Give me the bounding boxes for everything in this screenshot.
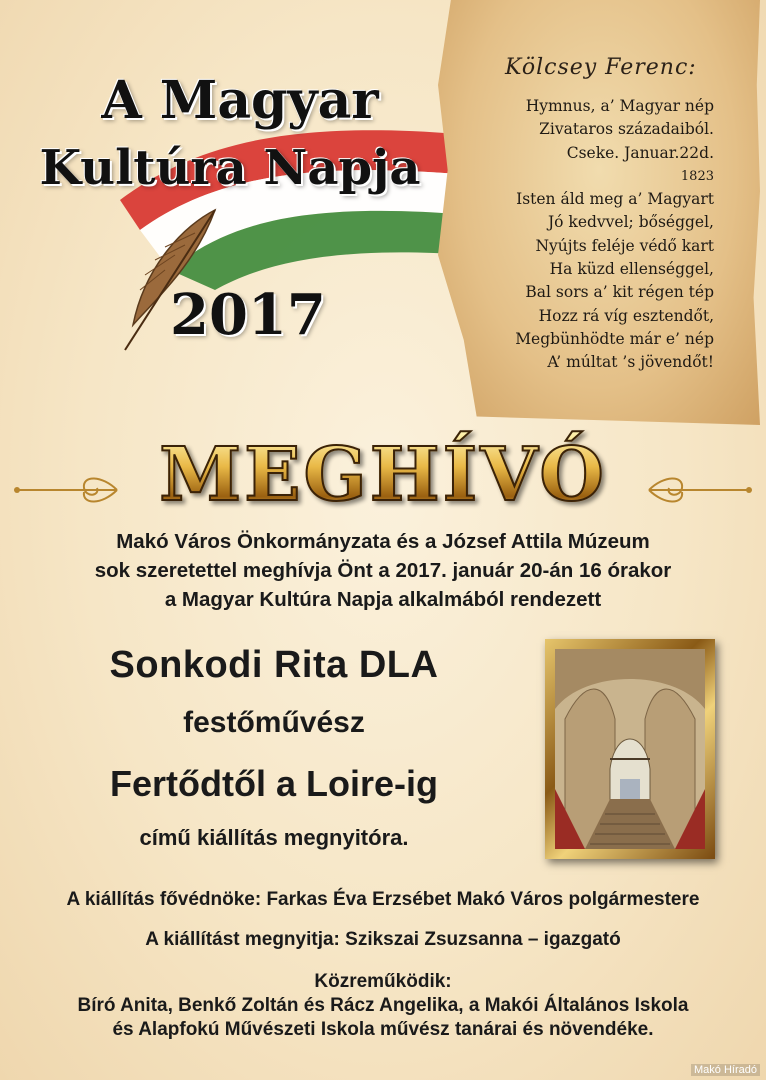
poem-line: Megbünhödte már e’ nép	[515, 329, 714, 348]
poem-text	[414, 95, 714, 375]
poem-line: Isten áld meg a’ Magyart	[516, 190, 714, 209]
contributors-heading: Közreműködik:	[314, 971, 452, 992]
poem-line: Ha küzd ellenséggel,	[549, 260, 714, 279]
poem-line: Jó kedvvel; bőséggel,	[547, 213, 714, 232]
poem-line: Cseke. Januar.22d.	[566, 143, 714, 162]
intro-line: a Magyar Kultúra Napja alkalmából rendezett	[164, 588, 602, 611]
exhibition-title: Fertődtől a Loire-ig	[110, 763, 438, 804]
opener-text: A kiállítást megnyitja: Szikszai Zsuzsanna – igazgató	[145, 929, 621, 950]
intro-line: sok szeretettel meghívja Önt a 2017. január 20-án 16 órakor	[94, 559, 672, 582]
contributors-line: és Alapfokú Művészeti Iskola művész tanárai és növendéke.	[112, 1019, 654, 1040]
poem-line: Hymnus, a’ Magyar nép	[525, 97, 714, 115]
watermark: Makó Híradó	[691, 1064, 760, 1076]
poem-line: 1823	[680, 168, 714, 184]
poem-line: Zivataros századaiból.	[539, 120, 714, 139]
title-line-2: Kultúra Napja	[39, 140, 421, 196]
intro-line: Makó Város Önkormányzata és a József Attila Múzeum	[116, 530, 650, 553]
invitation-heading: MEGHÍVÓ	[0, 432, 766, 518]
poem-line: A’ múltat ’s jövendőt!	[547, 353, 714, 372]
artist-role: festőművész	[183, 706, 365, 739]
poem-line: Nyújts feléje védő kart	[535, 236, 714, 255]
poem-line: Hozz rá víg esztendőt,	[538, 306, 714, 325]
poem-author: Kölcsey Ferenc:	[505, 55, 697, 80]
contributors	[0, 970, 766, 1042]
title-line-1: A Magyar	[101, 70, 379, 131]
patron-text: A kiállítás fővédnöke: Farkas Éva Erzsébet Makó Város polgármestere	[66, 889, 700, 910]
exhibition-suffix: című kiállítás megnyitóra.	[139, 825, 409, 850]
year: 2017	[170, 282, 326, 348]
framed-painting-icon	[545, 639, 715, 859]
contributors-line: Bíró Anita, Benkő Zoltán és Rácz Angelika, a Makói Általános Iskola	[77, 995, 689, 1016]
artist-name: Sonkodi Rita DLA	[109, 644, 439, 686]
poem-line: Bal sors a’ kit régen tép	[525, 283, 714, 302]
intro-text	[0, 527, 766, 614]
